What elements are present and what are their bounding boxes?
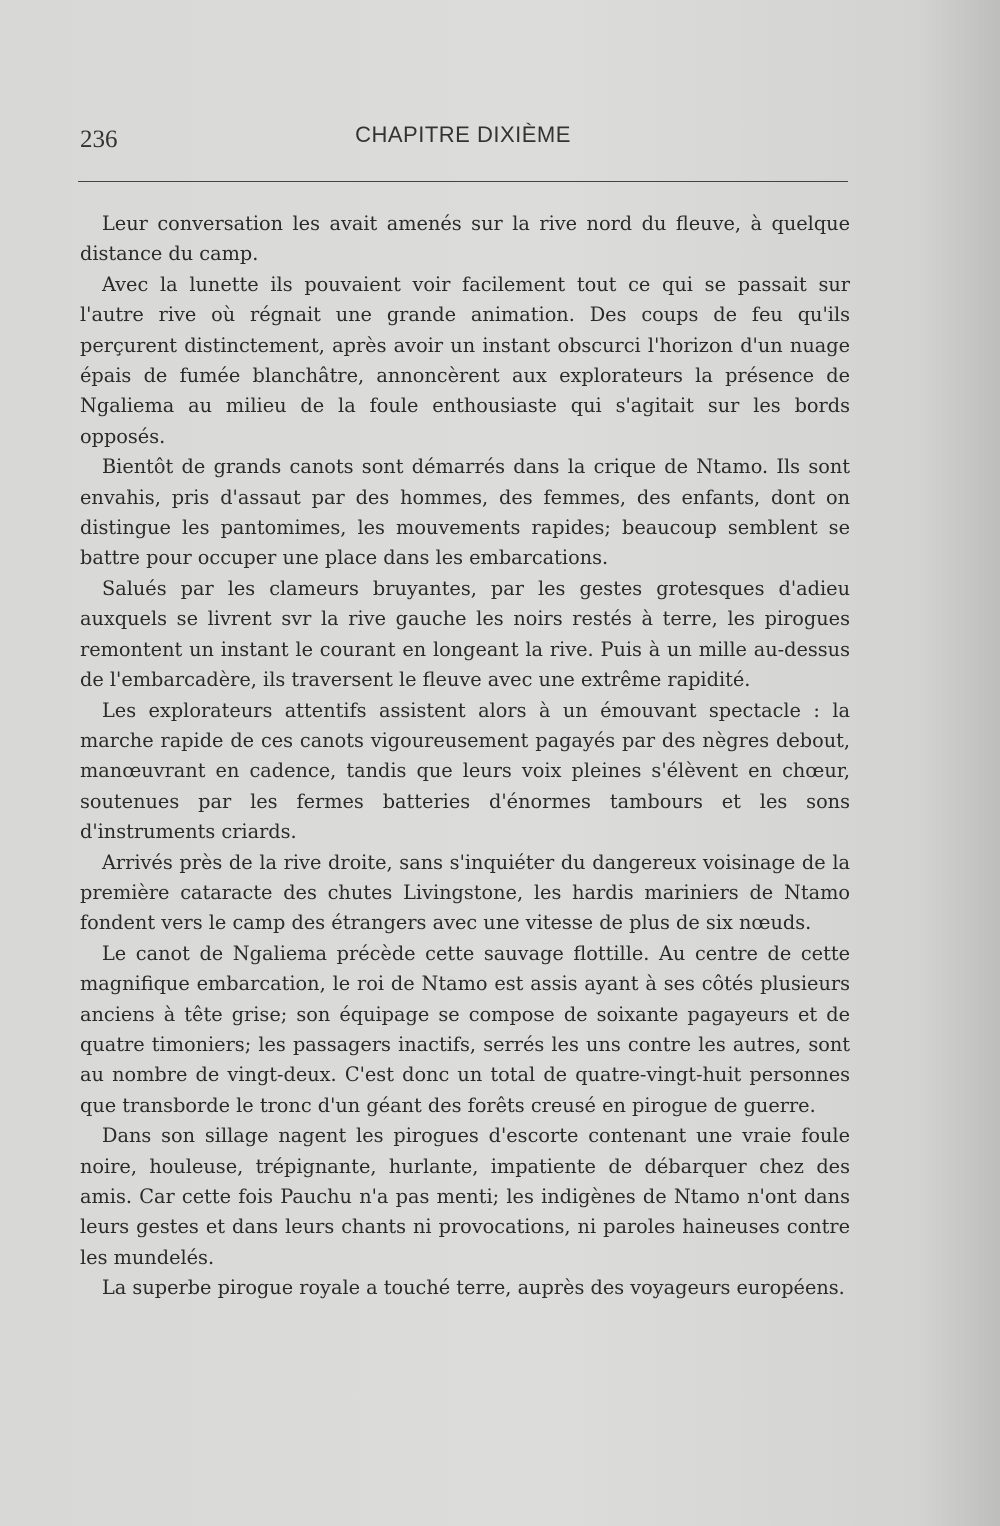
paragraph: Les explorateurs attentifs assistent alors à un émouvant spectacle : la marche rapide de ces canots vigoureusement pagayés par des nègres debout, manœuvrant en cadence, tandis que leurs voix pleines s'élèvent en chœur, soutenues par les fermes batteries d'énormes tambours et les sons d'instruments criards.: [80, 698, 850, 844]
body-text: [80, 209, 850, 1304]
paragraph: Leur conversation les avait amenés sur la rive nord du fleuve, à quelque distance du camp.: [80, 212, 850, 266]
paragraph: Avec la lunette ils pouvaient voir facilement tout ce qui se passait sur l'autre rive où régnait une grande animation. Des coups de feu qu'ils perçurent distinctement, après avoir un instant obscurci l'horizon d'un nuage épais de fumée blanchâtre, annoncèrent aux explorateurs la présence de Ngaliema au milieu de la foule enthousiaste qui s'agitait sur les bords opposés.: [80, 272, 850, 448]
paragraph: Arrivés près de la rive droite, sans s'inquiéter du dangereux voisinage de la première cataracte des chutes Livingstone, les hardis mariniers de Ntamo fondent vers le camp des étrangers avec une vitesse de plus de six nœuds.: [80, 850, 850, 935]
page-number: 236: [80, 126, 118, 153]
paragraph: Dans son sillage nagent les pirogues d'escorte contenant une vraie foule noire, houleuse, trépignante, hurlante, impatiente de débarquer chez des amis. Car cette fois Pauchu n'a pas menti; les indigènes de Ntamo n'ont dans leurs gestes et dans leurs chants ni provocations, ni paroles haineuses contre les mundelés.: [80, 1124, 850, 1269]
running-head: CHAPITRE DIXIÈME: [355, 122, 571, 147]
paragraph: Bientôt de grands canots sont démarrés dans la crique de Ntamo. Ils sont envahis, pris d'assaut par des hommes, des femmes, des enfants, dont on distingue les pantomimes, les mouvements rapides; beaucoup semblent se battre pour occuper une place dans les embarcations.: [80, 455, 850, 570]
paragraph: La superbe pirogue royale a touché terre, auprès des voyageurs européens.: [102, 1276, 845, 1300]
header-rule: [78, 181, 848, 182]
paragraph: Salués par les clameurs bruyantes, par les gestes grotesques d'adieu auxquels se livrent svr la rive gauche les noirs restés à terre, les pirogues remontent un instant le courant en longeant la rive. Puis à un mille au-dessus de l'embarcadère, ils traversent le fleuve avec une extrême rapidité.: [80, 576, 850, 692]
paragraph: Le canot de Ngaliema précède cette sauvage flottille. Au centre de cette magnifique embarcation, le roi de Ntamo est assis ayant à ses côtés plusieurs anciens à tête grise; son équipage se compose de soixante pagayeurs et de quatre timoniers; les passagers inactifs, serrés les uns contre les autres, sont au nombre de vingt-deux. C'est donc un total de quatre-vingt-huit personnes que transborde le tronc d'un géant des forêts creusé en pirogue de guerre.: [80, 941, 850, 1117]
